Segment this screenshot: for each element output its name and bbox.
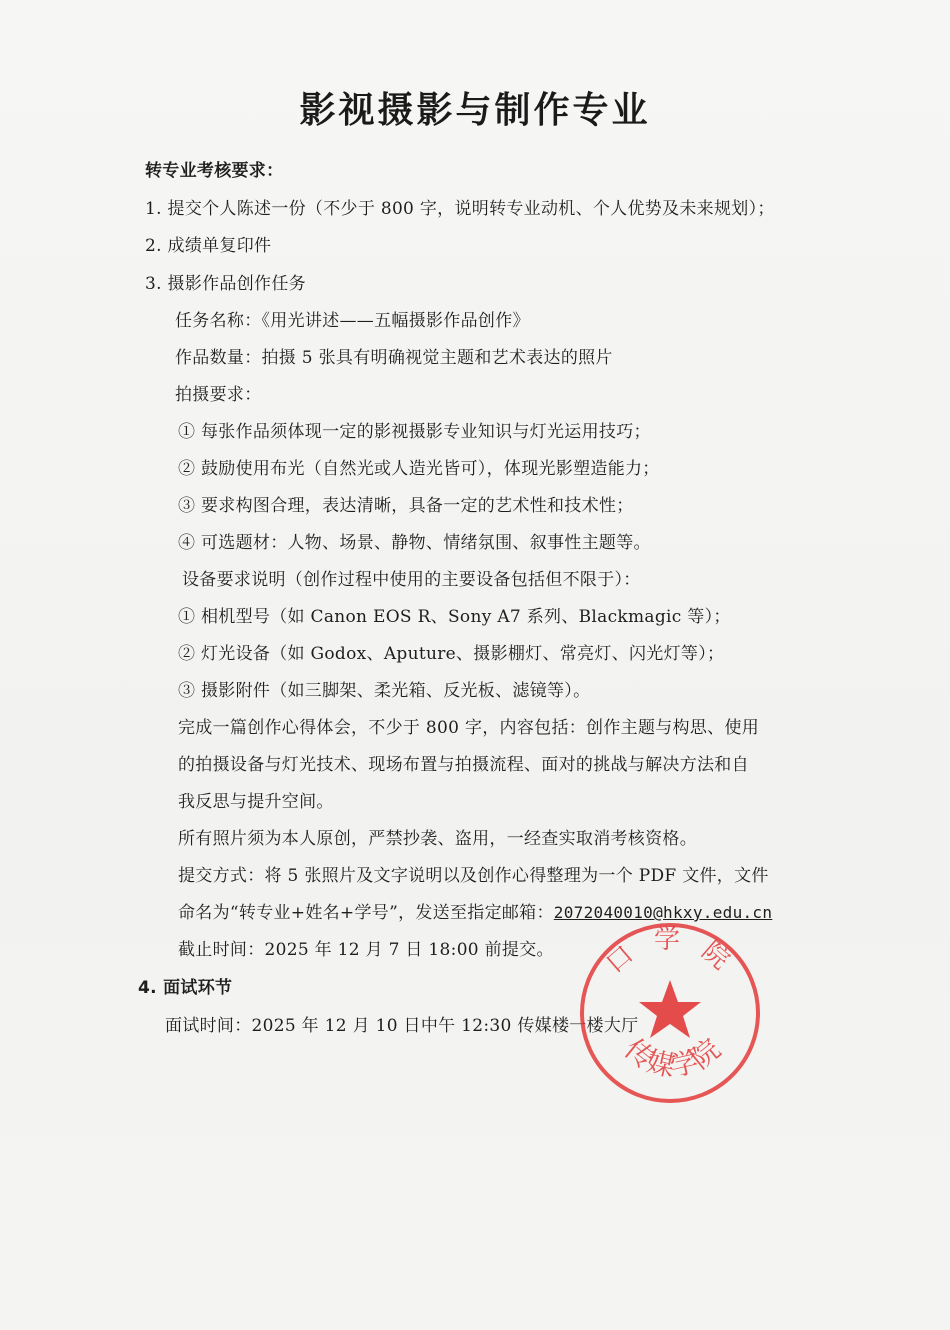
essay-line: 我反思与提升空间。 [178,792,334,812]
list-item-1: 1. 提交个人陈述一份（不少于 800 字，说明转专业动机、个人优势及未来规划）； [145,199,775,219]
official-seal [575,918,765,1108]
shoot-requirement: ① 每张作品须体现一定的影视摄影专业知识与灯光运用技巧； [178,422,651,442]
equipment-heading: 设备要求说明（创作过程中使用的主要设备包括但不限于）： [182,570,641,590]
seal-top-text: 口 学 院 [600,925,740,980]
seal-bottom-text: 传媒学院 [618,1032,727,1084]
equipment-item: ③ 摄影附件（如三脚架、柔光箱、反光板、滤镜等）。 [178,681,591,701]
list-item-2: 2. 成绩单复印件 [145,236,272,256]
shoot-requirement: ④ 可选题材：人物、场景、静物、情绪氛围、叙事性主题等。 [178,533,651,553]
equipment-item: ① 相机型号（如 Canon EOS R、Sony A7 系列、Blackmagic 等）； [178,607,731,627]
essay-line: 的拍摄设备与灯光技术、现场布置与拍摄流程、面对的挑战与解决方法和自 [178,755,749,775]
task-quantity: 作品数量：拍摄 5 张具有明确视觉主题和艺术表达的照片 [175,348,613,368]
shoot-requirement: ③ 要求构图合理，表达清晰，具备一定的艺术性和技术性； [178,496,634,516]
submit-method-line1: 提交方式：将 5 张照片及文字说明以及创作心得整理为一个 PDF 文件，文件 [178,866,769,886]
submit-method-prefix: 命名为“转专业+姓名+学号”，发送至指定邮箱： [178,903,554,923]
equipment-item: ② 灯光设备（如 Godox、Aputure、摄影棚灯、常亮灯、闪光灯等）； [178,644,725,664]
task-name: 任务名称：《用光讲述——五幅摄影作品创作》 [175,311,530,331]
email-link[interactable]: 2072040010@hkxy.edu.cn [553,903,773,922]
interview-heading: 4. 面试环节 [138,978,233,998]
interview-time: 面试时间：2025 年 12 月 10 日中午 12:30 传媒楼一楼大厅 [165,1016,639,1036]
shoot-requirement: ② 鼓励使用布光（自然光或人造光皆可），体现光影塑造能力； [178,459,660,479]
requirements-heading: 转专业考核要求： [145,161,284,181]
list-item-3: 3. 摄影作品创作任务 [145,274,306,294]
seal-star-icon [639,980,701,1038]
page-title: 影视摄影与制作专业 [299,90,651,131]
shoot-requirements-heading: 拍摄要求： [175,385,262,405]
deadline: 截止时间：2025 年 12 月 7 日 18:00 前提交。 [178,940,554,960]
essay-line: 完成一篇创作心得体会，不少于 800 字，内容包括：创作主题与构思、使用 [178,718,760,738]
originality-note: 所有照片须为本人原创，严禁抄袭、盗用，一经查实取消考核资格。 [178,829,697,849]
